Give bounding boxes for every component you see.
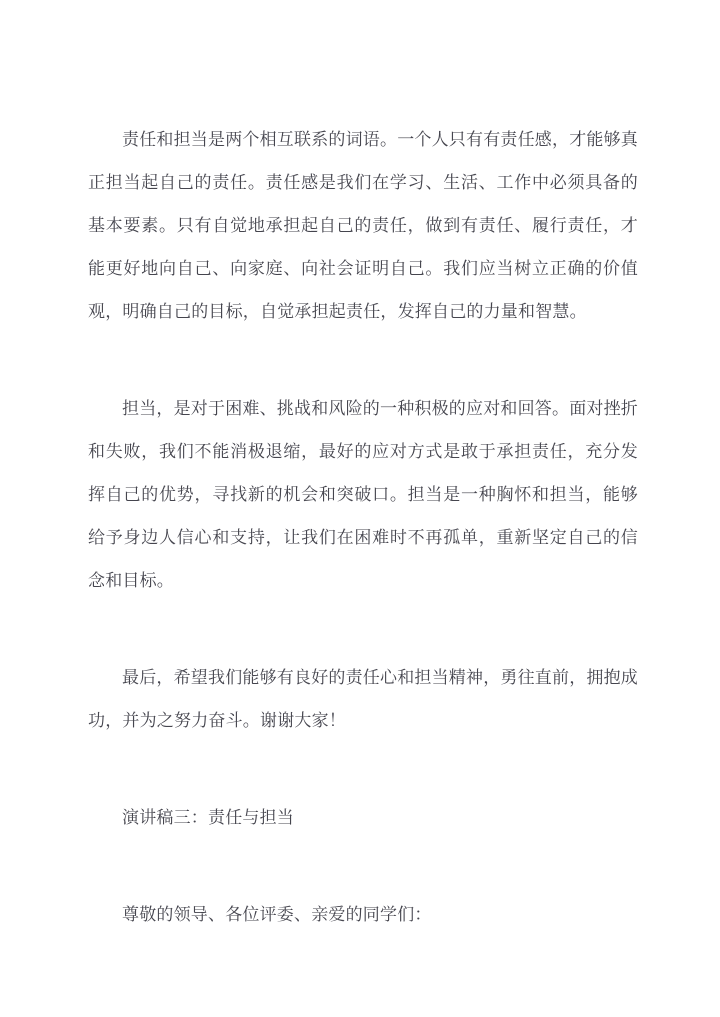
salutation-line: 尊敬的领导、各位评委、亲爱的同学们： — [122, 905, 432, 924]
paragraph-responsibility-intro: 责任和担当是两个相互联系的词语。一个人只有有责任感，才能够真正担当起自己的责任。责任感是我们在学习、生活、工作中必须具备的基本要素。只有自觉地承担起自己的责任，做到有责任、履行责任，才能更好地向自己、向家庭、向社会证明自己。我们应当树立正确的价值观，明确自己的目标，自觉承担起责任，发挥自己的力量和智慧。 — [88, 130, 638, 321]
paragraph-closing: 最后，希望我们能够有良好的责任心和担当精神，勇往直前，拥抱成功，并为之努力奋斗。谢谢大家！ — [88, 668, 638, 730]
paragraph-commitment-definition: 担当，是对于困难、挑战和风险的一种积极的应对和回答。面对挫折和失败，我们不能消极退缩，最好的应对方式是敢于承担责任，充分发挥自己的优势，寻找新的机会和突破口。担当是一种胸怀和担当，能够给予身边人信心和支持，让我们在困难时不再孤单，重新坚定自己的信念和目标。 — [88, 399, 638, 590]
section-heading-speech-three: 演讲稿三：责任与担当 — [122, 808, 294, 827]
